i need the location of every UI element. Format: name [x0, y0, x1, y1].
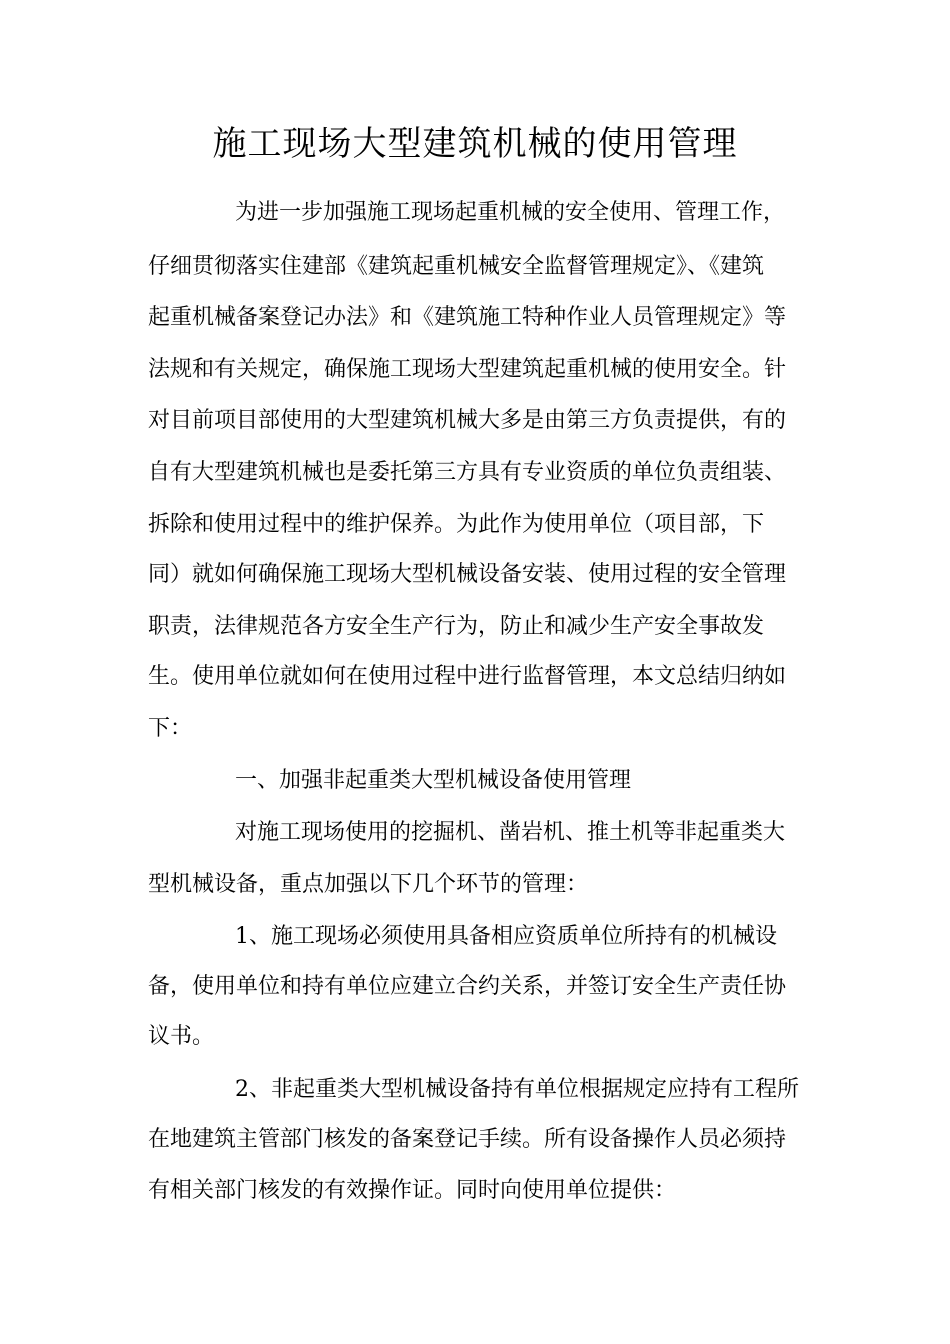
paragraph-line: 为进一步加强施工现场起重机械的安全使用、管理工作， [235, 200, 786, 225]
document-title: 施工现场大型建筑机械的使用管理 [212, 124, 738, 164]
paragraph-line: 2、非起重类大型机械设备持有单位根据规定应持有工程所 [235, 1077, 799, 1102]
section-heading: 一、加强非起重类大型机械设备使用管理 [235, 768, 632, 793]
paragraph-line: 仔细贯彻落实住建部《建筑起重机械安全监督管理规定》、《建筑 [148, 254, 765, 279]
paragraph-line: 职责，法律规范各方安全生产行为，防止和减少生产安全事故发 [148, 614, 765, 639]
paragraph-line: 有相关部门核发的有效操作证。同时向使用单位提供： [148, 1178, 677, 1203]
paragraph-line: 下： [148, 716, 193, 741]
paragraph-line: 生。使用单位就如何在使用过程中进行监督管理，本文总结归纳如 [148, 664, 787, 689]
paragraph-line: 在地建筑主管部门核发的备案登记手续。所有设备操作人员必须持 [148, 1127, 787, 1152]
paragraph-line: 对目前项目部使用的大型建筑机械大多是由第三方负责提供，有的 [148, 408, 787, 433]
paragraph-line: 法规和有关规定，确保施工现场大型建筑起重机械的使用安全。针 [148, 357, 787, 382]
paragraph-line: 型机械设备，重点加强以下几个环节的管理： [148, 872, 589, 897]
paragraph-line: 对施工现场使用的挖掘机、凿岩机、推土机等非起重类大 [235, 820, 786, 845]
paragraph-line: 起重机械备案登记办法》和《建筑施工特种作业人员管理规定》等 [148, 305, 787, 330]
paragraph-line: 同）就如何确保施工现场大型机械设备安装、使用过程的安全管理 [148, 562, 787, 587]
paragraph-line: 备，使用单位和持有单位应建立合约关系，并签订安全生产责任协 [148, 974, 787, 999]
paragraph-line: 议书。 [148, 1024, 215, 1049]
paragraph-line: 自有大型建筑机械也是委托第三方具有专业资质的单位负责组装、 [148, 460, 787, 485]
paragraph-line: 1、施工现场必须使用具备相应资质单位所持有的机械设 [235, 924, 777, 949]
paragraph-line: 拆除和使用过程中的维护保养。为此作为使用单位（项目部，下 [148, 512, 765, 537]
